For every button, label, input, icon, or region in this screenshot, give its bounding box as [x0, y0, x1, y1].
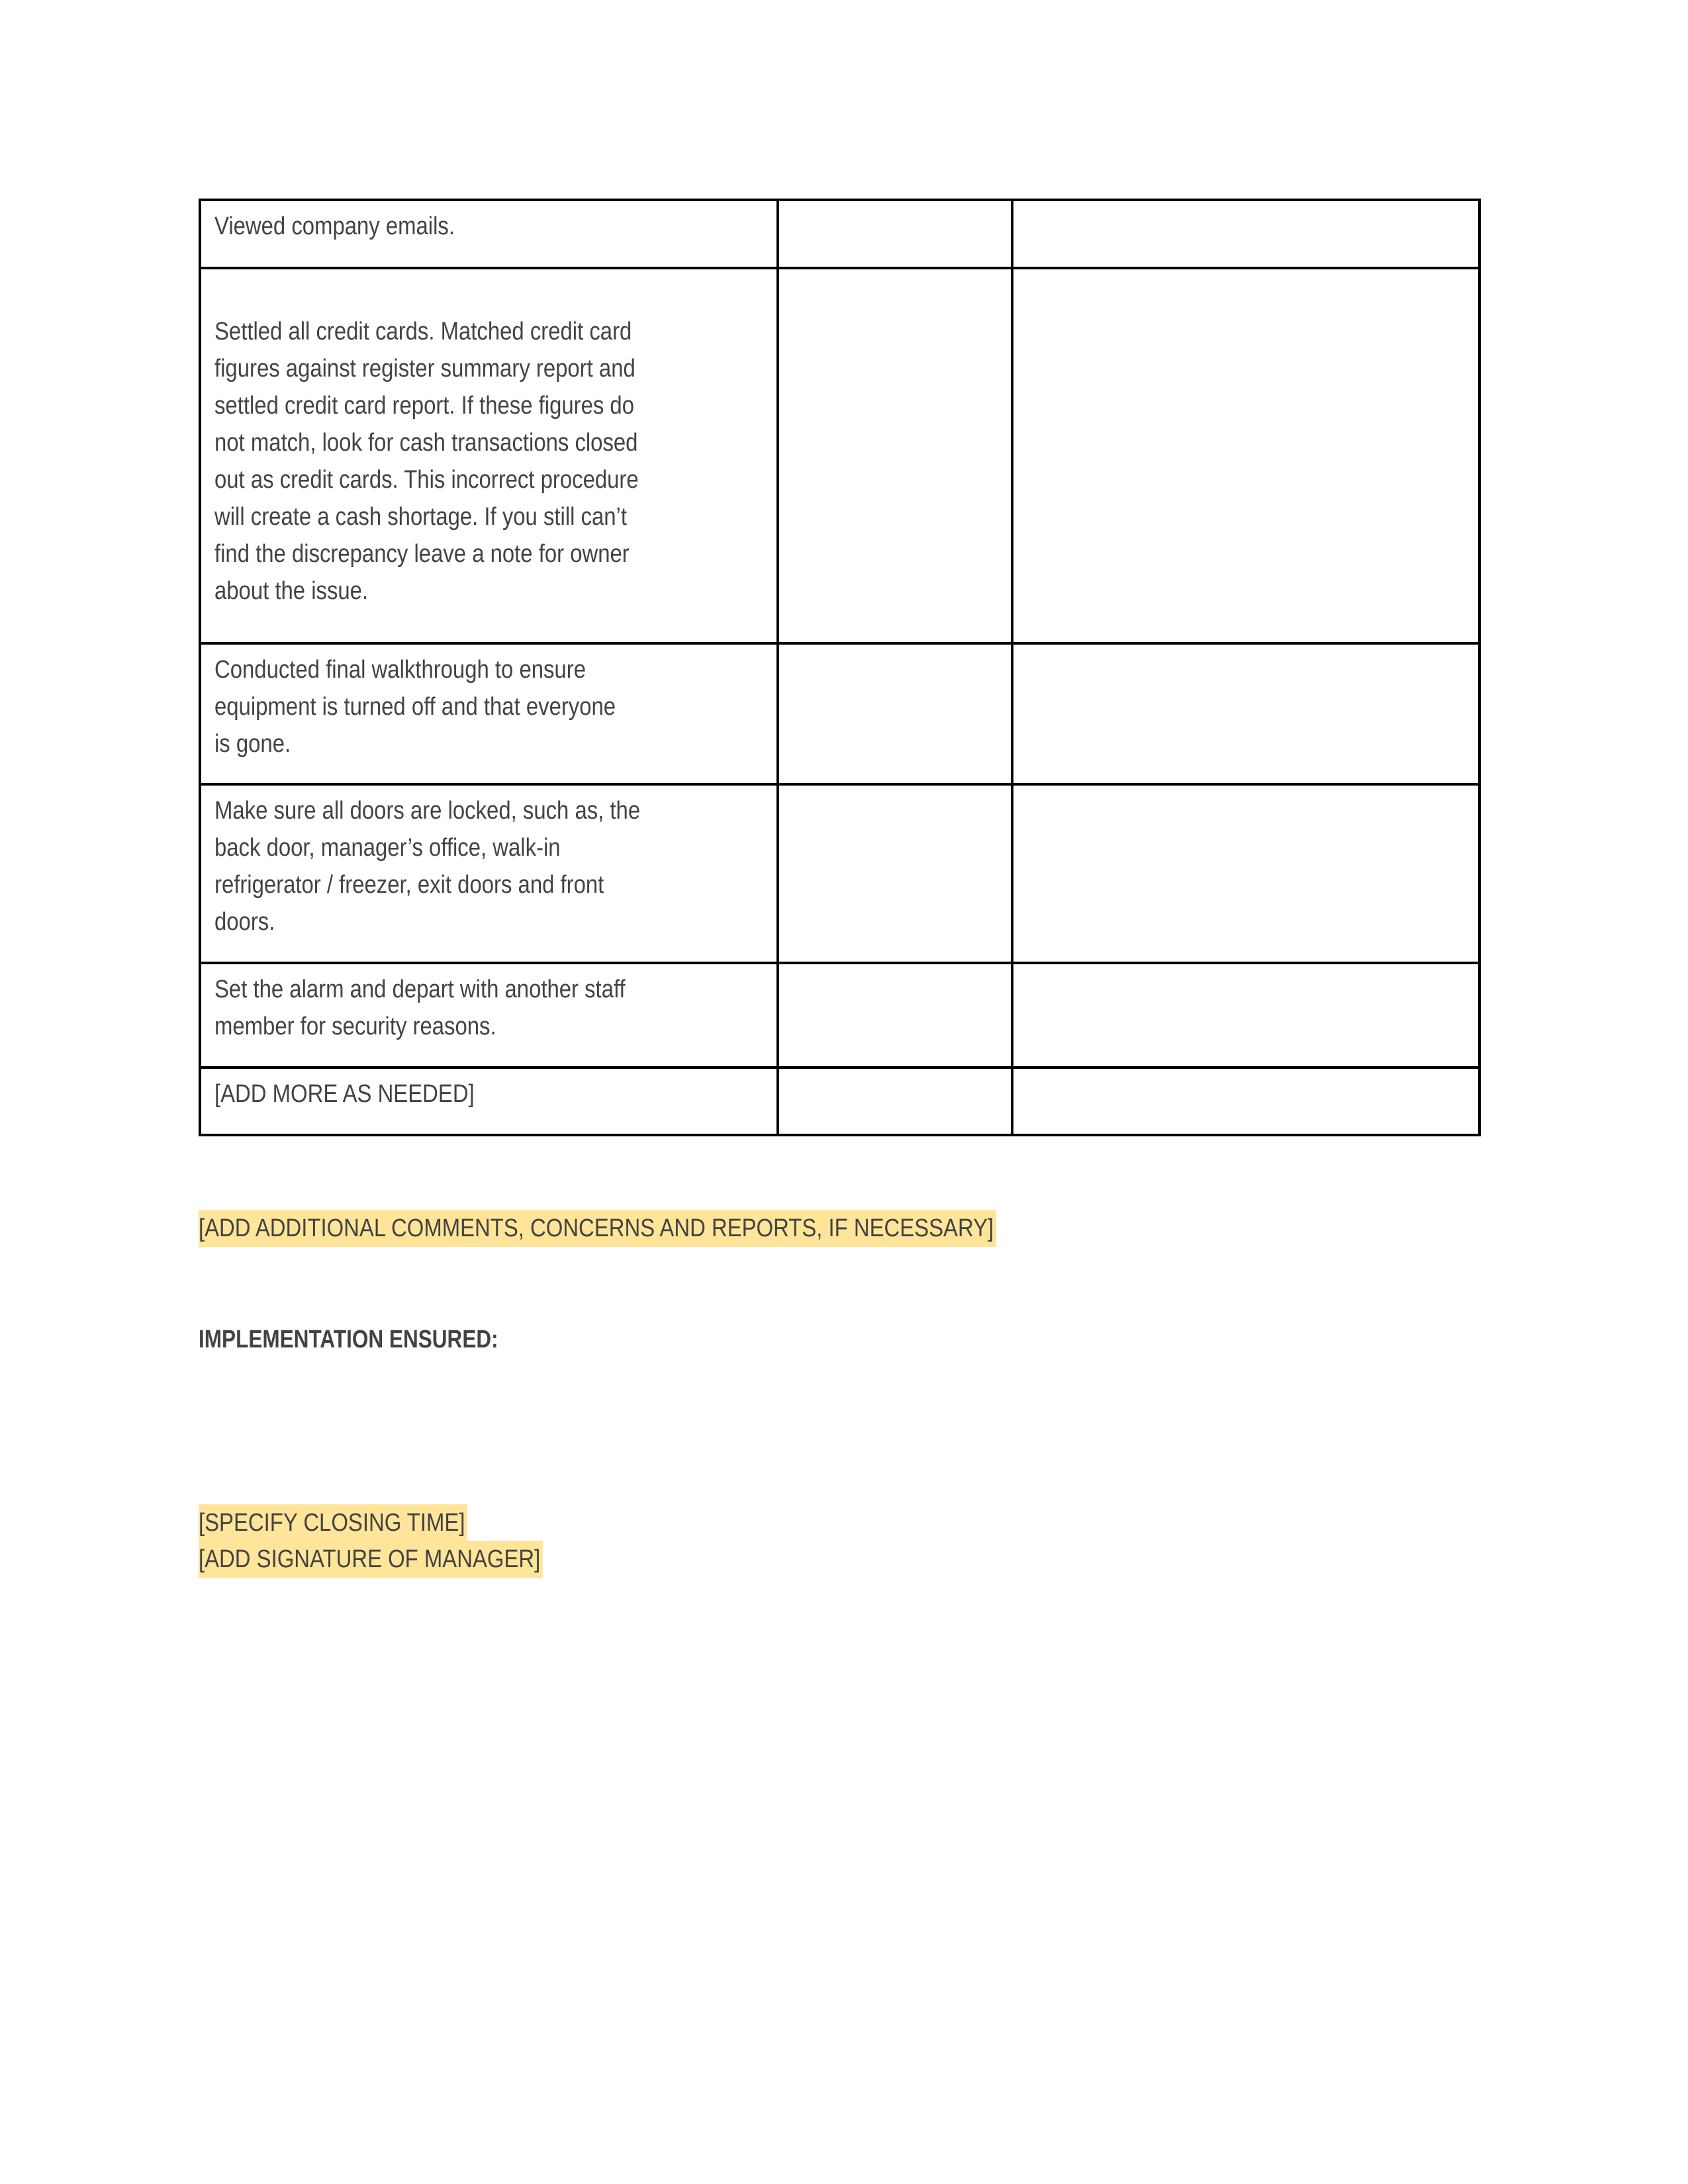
- comments-placeholder-line: [199, 1210, 1121, 1247]
- status-cell[interactable]: [778, 784, 1012, 963]
- task-text-line: back door, manager’s office, walk-in: [214, 834, 561, 862]
- status-cell[interactable]: [778, 268, 1012, 643]
- blank-line: [214, 276, 776, 313]
- task-text-line: Conducted final walkthrough to ensure: [214, 656, 586, 684]
- notes-cell[interactable]: [1012, 1068, 1479, 1135]
- implementation-heading: IMPLEMENTATION ENSURED:: [199, 1326, 498, 1353]
- task-text-line: out as credit cards. This incorrect procedure: [214, 466, 639, 494]
- task-text-line: member for security reasons.: [214, 1013, 496, 1040]
- task-text-line: find the discrepancy leave a note for owner: [214, 540, 630, 568]
- task-text-line: Set the alarm and depart with another staff: [214, 976, 626, 1003]
- task-text-line: will create a cash shortage. If you still can’t: [214, 503, 627, 531]
- closing-checklist-table: [199, 199, 1481, 1136]
- notes-cell[interactable]: [1012, 643, 1479, 784]
- status-cell[interactable]: [778, 200, 1012, 268]
- notes-cell[interactable]: [1012, 784, 1479, 963]
- task-text-line: figures against register summary report and: [214, 355, 635, 383]
- task-text-line: refrigerator / freezer, exit doors and front: [214, 871, 604, 899]
- notes-cell[interactable]: [1012, 963, 1479, 1068]
- task-text-line: Viewed company emails.: [214, 212, 455, 240]
- task-text-line: settled credit card report. If these figures do: [214, 392, 634, 420]
- task-text-line: [ADD MORE AS NEEDED]: [214, 1080, 475, 1108]
- task-text-line: about the issue.: [214, 577, 369, 605]
- task-text-line: doors.: [214, 908, 275, 936]
- table-row: [200, 268, 1479, 643]
- notes-cell[interactable]: [1012, 200, 1479, 268]
- closing-time-placeholder[interactable]: [SPECIFY CLOSING TIME]: [199, 1504, 467, 1541]
- table-row: [200, 200, 1479, 268]
- signature-placeholder[interactable]: [ADD SIGNATURE OF MANAGER]: [199, 1541, 543, 1578]
- task-text-line: not match, look for cash transactions closed: [214, 429, 638, 457]
- status-cell[interactable]: [778, 1068, 1012, 1135]
- task-cell: [200, 643, 778, 784]
- signature-line: [199, 1541, 596, 1578]
- task-cell: [200, 784, 778, 963]
- table-row: [200, 963, 1479, 1068]
- task-cell: [200, 1068, 778, 1135]
- status-cell[interactable]: [778, 643, 1012, 784]
- task-cell: [200, 268, 778, 643]
- task-text-line: Make sure all doors are locked, such as, the: [214, 797, 641, 825]
- closing-time-line: [199, 1504, 509, 1541]
- table-row: [200, 643, 1479, 784]
- task-text-line: is gone.: [214, 730, 291, 758]
- task-cell: [200, 963, 778, 1068]
- comments-placeholder[interactable]: [ADD ADDITIONAL COMMENTS, CONCERNS AND REPORTS, IF NECESSARY]: [199, 1210, 996, 1247]
- table-row: [200, 784, 1479, 963]
- notes-cell[interactable]: [1012, 268, 1479, 643]
- task-text-line: Settled all credit cards. Matched credit card: [214, 318, 632, 345]
- table-row: [200, 1068, 1479, 1135]
- task-cell: [200, 200, 778, 268]
- status-cell[interactable]: [778, 963, 1012, 1068]
- task-text-line: equipment is turned off and that everyone: [214, 693, 616, 721]
